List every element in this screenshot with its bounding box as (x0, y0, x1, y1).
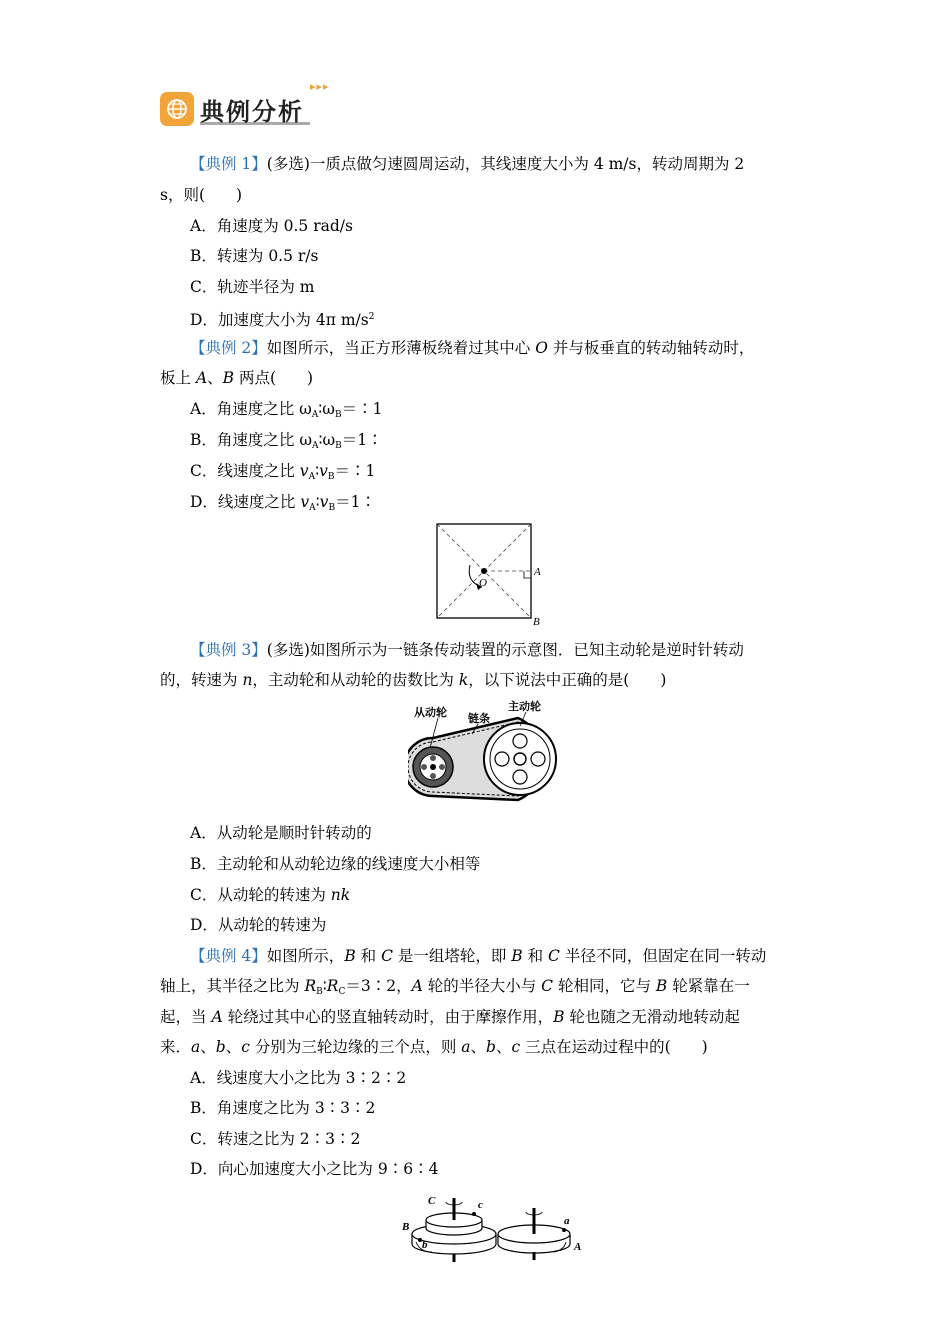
q2-stem-line1 (190, 338, 754, 358)
q2-c-part: C．线速度之比 (190, 462, 300, 480)
q1-label: 【典例 1】 (190, 155, 267, 173)
right-angle-mark (524, 571, 531, 578)
label-driver-wheel: 主动轮 (508, 700, 541, 713)
q3-option-c (190, 885, 350, 905)
q1-option-a: A．角速度为 0.5 rad/s (190, 217, 353, 235)
q2-a-sub: A (311, 410, 319, 420)
q2-label: 【典例 2】 (190, 339, 267, 357)
q4-var: a (461, 1038, 471, 1056)
driven-wheel-hole (430, 755, 436, 761)
q2-c-sub: B (327, 472, 335, 482)
label-point-b: b (422, 1239, 428, 1251)
label-driven-wheel: 从动轮 (414, 706, 447, 719)
q4-var: c (241, 1038, 250, 1056)
q2-b-part: B．角速度之比 ω (190, 431, 312, 449)
q2-d-part: ＝1∶ (335, 493, 376, 511)
q2-stem-part: 板上 (160, 369, 196, 387)
section-banner (160, 80, 360, 130)
q2-option-c (190, 461, 375, 487)
q4-sub: C (338, 987, 346, 997)
q4-part: 轮紧靠在一 (667, 977, 750, 995)
q3-option-a: A．从动轮是顺时针转动的 (190, 824, 372, 842)
q1-option-c: C．轨迹半径为 m (190, 278, 315, 296)
q4-part: 、 (470, 1038, 487, 1056)
q2-a-part: ＝∶1 (341, 400, 383, 418)
q4-var: A (411, 977, 423, 995)
q4-part: ＝3∶2， (345, 977, 412, 995)
q2-d-part: ∶ (315, 493, 320, 511)
q2-stem-part: 并与板垂直的转动轴转动时， (547, 339, 755, 357)
q2-b-part: ＝1∶ (341, 431, 383, 449)
q3-c-part: C．从动轮的转速为 (190, 886, 331, 904)
driver-wheel-axle (514, 753, 526, 765)
q3-stem-part: ，以下说法中正确的是( ) (468, 671, 667, 689)
driven-wheel-hole (421, 764, 427, 770)
q4-var: B (344, 947, 356, 965)
q4-part: 轴上，其半径之比为 (160, 977, 305, 995)
q4-part: 分别为三轮边缘的三个点，则 (249, 1038, 462, 1056)
q4-option-a: A．线速度大小之比为 3∶2∶2 (190, 1069, 407, 1087)
q4-stem-line3 (160, 1007, 740, 1027)
q4-part: 三点在运动过程中的( ) (520, 1038, 708, 1056)
label-wheel-c: C (428, 1195, 436, 1207)
q4-part: 、 (200, 1038, 216, 1056)
q3-var-n: n (242, 671, 253, 689)
section-title: 典例分析 (200, 92, 310, 125)
square-plate-figure (430, 520, 550, 628)
q4-var: B (553, 1008, 565, 1026)
q2-c-part: ∶ (315, 462, 320, 480)
q2-d-var: v (300, 493, 310, 511)
q4-part: 轮的半径大小与 (422, 977, 542, 995)
q3-stem-part: ，主动轮和从动轮的齿数比为 (252, 671, 459, 689)
label-point-c: c (478, 1199, 483, 1211)
q4-sub: B (316, 987, 323, 997)
q3-option-b: B．主动轮和从动轮边缘的线速度大小相等 (190, 855, 481, 873)
q2-stem-line2 (160, 368, 313, 388)
q3-option-d: D．从动轮的转速为 (190, 916, 327, 934)
q2-d-var: v (319, 493, 329, 511)
q3-stem-part: (多选)如图所示为一链条传动装置的示意图．已知主动轮是逆时针转动 (266, 641, 744, 659)
q2-b-part: ∶ω (318, 431, 336, 449)
arrows-decoration: ▸▸▸ (310, 80, 330, 93)
q4-var: B (511, 947, 523, 965)
q2-a-part: A．角速度之比 ω (190, 400, 312, 418)
label-point-a: a (564, 1215, 570, 1227)
q2-b-sub: A (311, 441, 319, 451)
q4-var: R (326, 977, 339, 995)
q4-option-d: D．向心加速度大小之比为 9∶6∶4 (190, 1160, 439, 1178)
tower-wheels-figure (398, 1190, 588, 1264)
driver-wheel-hole (513, 770, 527, 784)
q2-stem-var-a: A (195, 369, 208, 387)
q2-a-sub: B (334, 410, 342, 420)
q4-part: 起，当 (160, 1008, 212, 1026)
q4-part: 和 (355, 947, 382, 965)
q3-stem-line2 (160, 670, 666, 690)
q4-var: c (511, 1038, 521, 1056)
q4-stem-line4 (160, 1037, 708, 1057)
q2-stem-part: 、 (207, 369, 223, 387)
q4-var: R (304, 977, 317, 995)
point-a (562, 1228, 566, 1232)
q2-stem-var-b: B (222, 369, 235, 387)
driver-wheel-hole (495, 752, 509, 766)
label-wheel-a: A (574, 1241, 582, 1253)
q3-stem-part: 的，转速为 (160, 671, 243, 689)
q4-part: 是一组塔轮，即 (392, 947, 512, 965)
point-c (472, 1212, 476, 1216)
q4-option-b: B．角速度之比为 3∶3∶2 (190, 1099, 376, 1117)
globe-icon (160, 92, 194, 126)
q3-var-k: k (458, 671, 469, 689)
q4-stem-line2 (160, 976, 750, 1002)
q2-d-part: D．线速度之比 (190, 493, 301, 511)
q2-stem-var-o: O (535, 339, 548, 357)
center-point (481, 568, 487, 574)
q4-part: 和 (522, 947, 549, 965)
q3-stem-line1 (190, 640, 744, 660)
q1-stem-line1 (190, 154, 744, 174)
q3-label: 【典例 3】 (190, 641, 267, 659)
driver-wheel-hole (513, 734, 527, 748)
q1-stem-text: (多选)一质点做匀速圆周运动，其线速度大小为 4 m/s，转动周期为 2 (266, 155, 745, 173)
q4-var: C (381, 947, 393, 965)
q4-part: 如图所示， (266, 947, 345, 965)
q2-c-sub: A (308, 472, 316, 482)
driven-wheel-hole (439, 764, 445, 770)
q4-part: 轮绕过其中心的竖直轴转动时，由于摩擦作用， (222, 1008, 554, 1026)
q4-var: b (486, 1038, 496, 1056)
q4-part: 来． (160, 1038, 192, 1056)
driven-wheel-axle (430, 764, 436, 770)
q4-var: B (655, 977, 668, 995)
q2-option-b (190, 430, 383, 456)
q4-var: C (541, 977, 554, 995)
q2-d-sub: B (328, 503, 336, 513)
q4-stem-line1 (190, 946, 766, 966)
q4-label: 【典例 4】 (190, 947, 267, 965)
q4-part: 、 (495, 1038, 512, 1056)
q2-a-part: ∶ω (318, 400, 335, 418)
q4-var: a (191, 1038, 201, 1056)
q2-b-sub: B (335, 441, 342, 451)
label-a: A (534, 566, 541, 578)
q4-part: 轮相同，它与 (553, 977, 656, 995)
q1-option-d (190, 307, 374, 330)
q4-var: b (215, 1038, 226, 1056)
q4-part: ∶ (322, 977, 327, 995)
driver-wheel-hole (531, 752, 545, 766)
q2-stem-part: 两点( ) (234, 369, 314, 387)
driven-wheel-hole (430, 773, 436, 779)
label-o: O (479, 577, 487, 589)
q4-part: 、 (225, 1038, 242, 1056)
q2-d-sub: A (309, 503, 316, 513)
q1-option-d-text: D．加速度大小为 4π m/s (190, 311, 369, 329)
q4-part: 轮也随之无滑动地转动起 (564, 1008, 740, 1026)
q2-c-var: v (319, 462, 328, 480)
q4-option-c: C．转速之比为 2∶3∶2 (190, 1130, 361, 1148)
q2-c-part: ＝∶1 (334, 462, 376, 480)
q1-stem-line2: s，则( ) (160, 186, 243, 204)
label-wheel-b: B (402, 1221, 410, 1233)
chain-drive-figure (408, 696, 578, 806)
q4-var: C (548, 947, 560, 965)
q2-c-var: v (299, 462, 309, 480)
q2-stem-part: 如图所示，当正方形薄板绕着过其中心 (266, 339, 536, 357)
q2-option-d (190, 492, 376, 518)
label-b: B (533, 616, 540, 628)
q3-c-var: nk (330, 886, 351, 904)
q4-var: A (211, 1008, 223, 1026)
q2-option-a (190, 399, 382, 425)
q4-part: 半径不同，但固定在同一转动 (559, 947, 767, 965)
q1-option-b: B．转速为 0.5 r/s (190, 247, 319, 265)
label-chain: 链条 (468, 712, 490, 725)
q1-option-d-sup: 2 (368, 312, 375, 322)
